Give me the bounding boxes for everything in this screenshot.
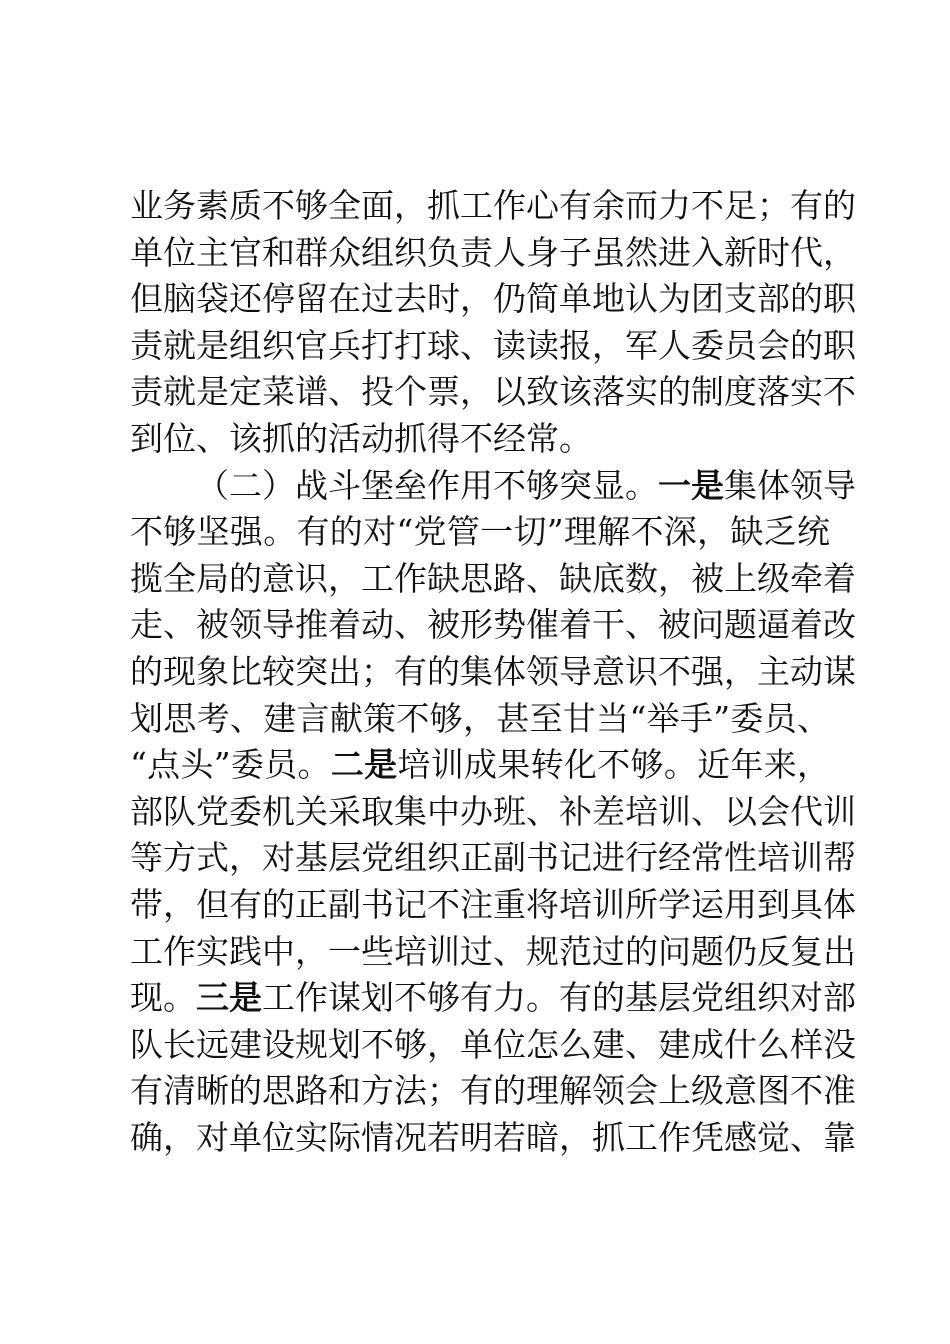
body-line: 确，对单位实际情况若明若暗，抓工作凭感觉、靠 (130, 1117, 856, 1157)
body-line: 责就是组织官兵打打球、读读报，军人委员会的职 (130, 325, 856, 365)
body-line: 责就是定菜谱、投个票，以致该落实的制度落实不 (130, 372, 856, 412)
body-line: 业务素质不够全面，抓工作心有余而力不足；有的 (130, 186, 856, 225)
body-line (130, 975, 856, 1022)
body-line: 但脑袋还停留在过去时，仍简单地认为团支部的职 (130, 279, 856, 319)
point-text: 工作谋划不够有力。有的基层党组织对部 (262, 978, 856, 1018)
body-line: 工作实践中，一些培训过、规范过的问题仍反复出 (130, 931, 856, 971)
section-heading: （二）战斗堡垒作用不够突显。 (196, 465, 658, 505)
body-line: 等方式，对基层党组织正副书记进行经常性培训帮 (130, 838, 856, 878)
point-text: 现。 (130, 978, 196, 1018)
body-line: 有清晰的思路和方法；有的理解领会上级意图不准 (130, 1071, 856, 1111)
point-marker-two: 二是 (330, 745, 398, 785)
point-marker-three: 三是 (196, 978, 262, 1018)
paragraph-end-line: 到位、该抓的活动抓得不经常。 (130, 418, 592, 458)
body-line: 队长远建设规划不够，单位怎么建、建成什么样没 (130, 1024, 856, 1064)
point-text: 培训成果转化不够。近年来， (397, 745, 831, 785)
body-line: 部队党委机关采取集中办班、补差培训、以会代训 (130, 791, 856, 831)
section-heading-line (130, 463, 856, 510)
body-line (130, 742, 830, 789)
body-line: 划思考、建言献策不够，甚至甘当“举手”委员、 (130, 698, 830, 738)
document-body (130, 183, 856, 1161)
body-line: 不够坚强。有的对“党管一切”理解不深，缺乏统 (130, 512, 830, 552)
body-line: 揽全局的意识，工作缺思路、缺底数，被上级牵着 (130, 558, 856, 598)
body-line: 走、被领导推着动、被形势催着干、被问题逼着改 (130, 605, 856, 645)
body-line: 单位主官和群众组织负责人身子虽然进入新时代， (130, 232, 856, 272)
point-text: 集体领导 (724, 465, 856, 505)
body-line: 的现象比较突出；有的集体领导意识不强，主动谋 (130, 651, 856, 691)
point-text: “点头”委员。 (130, 745, 331, 785)
body-line: 带，但有的正副书记不注重将培训所学运用到具体 (130, 884, 856, 924)
point-marker-one: 一是 (658, 465, 724, 505)
